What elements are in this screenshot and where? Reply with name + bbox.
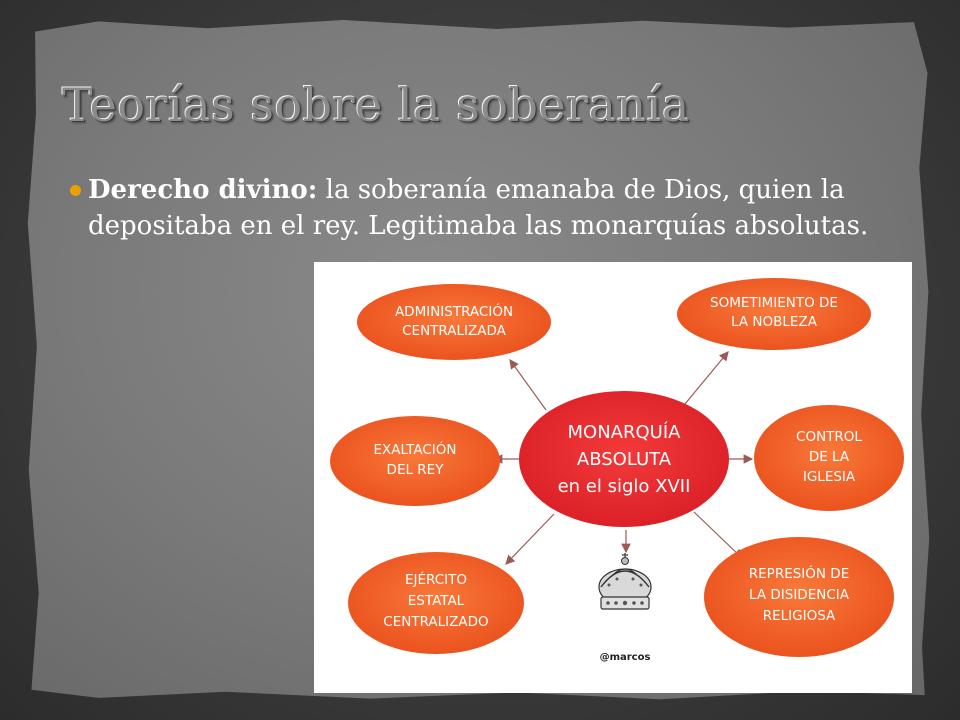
node-sometimiento <box>677 278 871 350</box>
node-ejercito-line2: ESTATAL <box>407 593 465 609</box>
concept-map-svg <box>314 262 912 693</box>
slide-title: Teorías sobre la soberanía <box>62 78 690 132</box>
bullet-body: la soberanía emanaba de Dios, quien la depositaba en el rey. Legitimaba las monarquías absolutas. <box>88 175 869 241</box>
node-ejercito <box>348 552 524 654</box>
node-control-line1: CONTROL <box>796 429 862 445</box>
node-center <box>519 391 729 527</box>
center-line2: ABSOLUTA <box>576 449 672 470</box>
node-control <box>754 405 904 511</box>
node-ejercito-line1: EJÉRCITO <box>404 572 468 588</box>
node-control-line3: IGLESIA <box>802 469 856 485</box>
center-line3: en el siglo XVII <box>557 476 691 497</box>
node-ejercito-line3: CENTRALIZADO <box>383 614 489 630</box>
bullet-term: Derecho divino <box>88 175 308 205</box>
node-sometimiento-line1: SOMETIMIENTO DE <box>710 295 838 311</box>
node-administracion <box>357 284 551 360</box>
crown-icon <box>599 553 651 609</box>
node-administracion-line2: CENTRALIZADA <box>402 323 506 339</box>
node-administracion-line1: ADMINISTRACIÓN <box>394 304 514 320</box>
node-exaltacion <box>330 416 500 506</box>
arrow-administracion <box>510 360 546 410</box>
arrow-represion <box>694 512 742 558</box>
node-control-line2: DE LA <box>808 449 850 465</box>
node-represion-line2: LA DISIDENCIA <box>749 587 849 603</box>
center-line1: MONARQUÍA <box>567 422 681 443</box>
bullet-dot-icon <box>70 185 81 196</box>
node-sometimiento-line2: LA NOBLEZA <box>731 314 817 330</box>
bullet-item <box>70 172 910 244</box>
concept-map-image <box>314 262 912 693</box>
node-exaltacion-line1: EXALTACIÓN <box>373 442 457 458</box>
bullet-separator: : <box>307 175 318 205</box>
node-represion-line1: REPRESIÓN DE <box>748 566 850 582</box>
node-exaltacion-line2: DEL REY <box>386 462 444 478</box>
node-represion-line3: RELIGIOSA <box>762 608 836 624</box>
bullet-text <box>88 172 910 244</box>
arrow-ejercito <box>506 514 554 564</box>
arrow-sometimiento <box>680 352 728 410</box>
image-credit: @marcos <box>599 652 651 663</box>
node-represion <box>704 537 894 657</box>
